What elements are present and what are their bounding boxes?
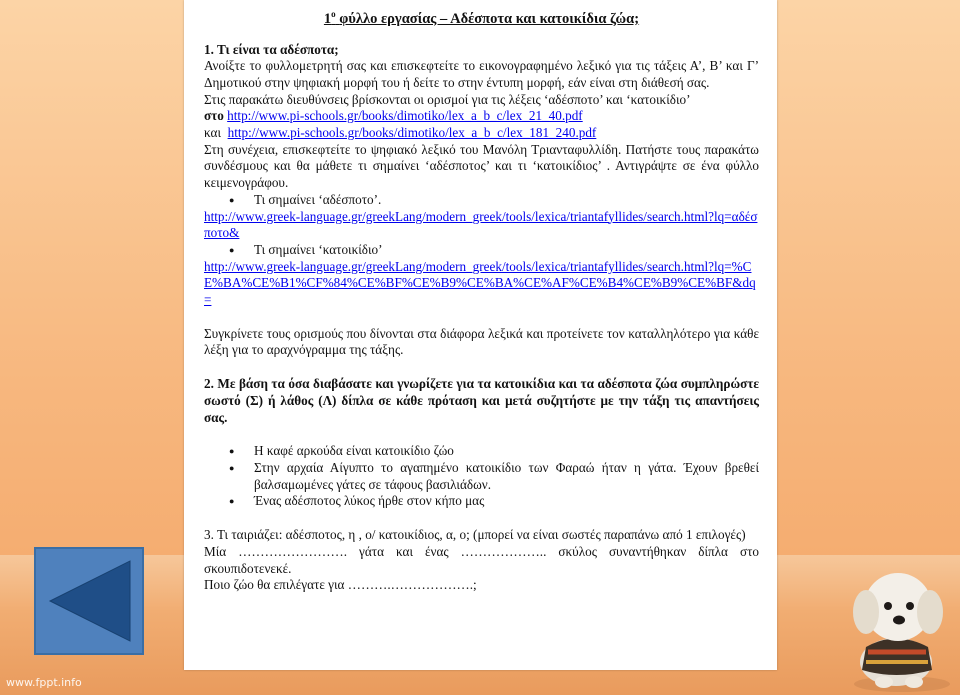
q1-paragraph-3: Στη συνέχεια, επισκεφτείτε το ψηφιακό λεξικό του Μανόλη Τριανταφυλλίδη. Πατήστε τους παρακάτω συνδέσμους και θα μάθετε τι σημαίνει ‘αδέσποτος’ και τι ‘κατοικίδιος’ . Αντιγράψτε σε ένα φύλλο κειμενογράφου.: [204, 141, 759, 191]
q1-paragraph-2: Στις παρακάτω διευθύνσεις βρίσκονται οι ορισμοί για τις λέξεις ‘αδέσποτο’ και ‘κατοικίδιο’: [204, 91, 691, 107]
page-title: $1^o$ φύλλο εργασίας – Αδέσποτα και κατοικίδια ζώα;: [323, 9, 640, 27]
q2-item: ● Στην αρχαία Αίγυπτο το αγαπημένο κατοικίδιο των Φαραώ ήταν η γάτα. Έχουν βρεθεί βαλσαμωμένες γάτες σε τάφους βασιλιάδων.: [204, 460, 759, 493]
q3-paragraph-2: Μία ……………………. γάτα και ένας ……………….. σκύλος συναντήθηκαν δίπλα στο σκουπιδοτενεκέ.: [204, 543, 759, 576]
link-adespoto[interactable]: http://www.greek-language.gr/greekLang/modern_greek/tools/lexica/triantafyllides/search.html?lq=αδέσποτο&: [204, 208, 758, 241]
back-button[interactable]: [34, 547, 144, 655]
link-lex-181-240[interactable]: http://www.pi-schools.gr/books/dimotiko/lex_a_b_c/lex_181_240.pdf: [227, 125, 597, 141]
site-logo: www.fppt.info: [6, 676, 82, 689]
q1-link2-line: και http://www.pi-schools.gr/books/dimotiko/lex_a_b_c/lex_181_240.pdf: [204, 125, 597, 141]
worksheet-content: [204, 6, 759, 594]
q1-link4-line: [204, 259, 759, 309]
q2-item: ● Ένας αδέσποτος λύκος ήρθε στον κήπο μας: [204, 493, 759, 510]
q2-item: ● Η καφέ αρκούδα είναι κατοικίδιο ζώο: [204, 443, 759, 460]
worksheet-page: [184, 0, 777, 670]
q1-paragraph-1: Ανοίξτε το φυλλομετρητή σας και επισκεφτείτε το εικονογραφημένο λεξικό για τις τάξεις Α’, Β’ και Γ’ Δημοτικού στην ψηφιακή μορφή του ή δείτε το στην έντυπη μορφή, εάν είναι στη διάθεσή σας.: [204, 58, 759, 90]
q1-link3-line: [204, 209, 759, 242]
triangle-left-icon: [36, 549, 142, 653]
q1-bullet-2: ● Τι σημαίνει ‘κατοικίδιο’: [204, 242, 759, 259]
q2-paragraph: 2. Με βάση τα όσα διαβάσατε και γνωρίζετε για τα κατοικίδια και τα αδέσποτα ζώα συμπληρώστε σωστό (Σ) ή λάθος (Λ) δίπλα σε κάθε πρόταση και μετά συζητήστε με την τάξη τις απαντήσεις σας.: [204, 376, 759, 425]
q3-paragraph-3: Ποιο ζώο θα επιλέγατε για ……….……………….;: [204, 577, 477, 593]
link-katoikidio[interactable]: http://www.greek-language.gr/greekLang/modern_greek/tools/lexica/triantafyllides/search.html?lq=%CE%BA%CE%B1%CF%84%CE%BF%CE%B9%CE%BA%CE%AF%CE%B4%CE%B9%CE%BF&dq=: [204, 258, 756, 308]
q1-paragraph-4: Συγκρίνετε τους ορισμούς που δίνονται στα διάφορα λεξικά και προτείνετε τον καταλληλότερο για κάθε λέξη για το αραχνόγραμμα της τάξης.: [204, 325, 759, 358]
link-lex-21-40[interactable]: http://www.pi-schools.gr/books/dimotiko/lex_a_b_c/lex_21_40.pdf: [227, 108, 583, 124]
puppy-illustration: [836, 552, 960, 695]
q3-paragraph-1: 3. Τι ταιριάζει: αδέσποτος, η , ο/ κατοικίδιος, α, ο; (μπορεί να είναι σωστές παραπάνω από 1 επιλογές): [204, 527, 746, 543]
q1-heading: 1. Τι είναι τα αδέσποτα;: [204, 41, 339, 57]
q1-bullet-1: ● Τι σημαίνει ‘αδέσποτο’.: [204, 192, 759, 209]
q1-link1-line: στο http://www.pi-schools.gr/books/dimotiko/lex_a_b_c/lex_21_40.pdf: [204, 108, 583, 124]
